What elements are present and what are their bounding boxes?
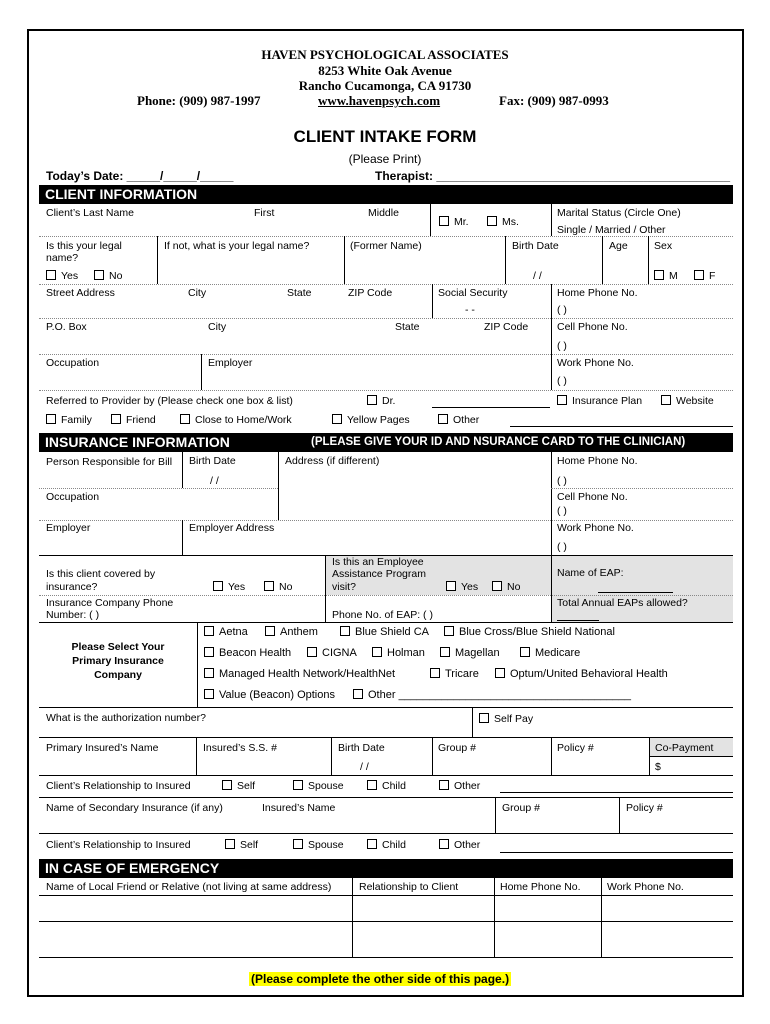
yes-label: Yes	[461, 581, 479, 593]
company-bcbs[interactable]	[444, 626, 615, 638]
select-primary-line: Primary Insurance	[72, 655, 164, 667]
occupation-label: Occupation	[46, 357, 100, 369]
eap-name-line[interactable]	[598, 592, 673, 593]
select-primary-line: Company	[94, 669, 142, 681]
legal-name-question: Is this your legal	[46, 240, 122, 252]
po-box-label: P.O. Box	[46, 321, 87, 333]
divider	[551, 555, 552, 622]
checkbox-icon[interactable]	[367, 780, 377, 790]
checkbox-icon[interactable]	[204, 626, 214, 636]
rel-other-option[interactable]	[439, 780, 480, 792]
divider	[551, 452, 552, 556]
checkbox-icon[interactable]	[180, 414, 190, 424]
divider	[331, 737, 332, 775]
legal-yes-option[interactable]	[46, 270, 78, 282]
company-value-options[interactable]	[204, 689, 335, 701]
primary-insured-label: Primary Insured’s Name	[46, 742, 159, 754]
company-label: Managed Health Network/HealthNet	[219, 668, 396, 680]
checkbox-icon[interactable]	[444, 626, 454, 636]
divider	[432, 284, 433, 318]
divider	[432, 737, 433, 775]
divider	[551, 284, 552, 318]
row-divider	[39, 318, 733, 319]
yes-label: Yes	[228, 581, 246, 593]
insured-ss-label: Insured’s S.S. #	[203, 742, 277, 754]
group-label: Group #	[438, 742, 476, 754]
checkbox-icon[interactable]	[557, 395, 567, 405]
form-title: CLIENT INTAKE FORM	[293, 127, 477, 146]
select-primary-label	[39, 640, 197, 682]
divider	[278, 452, 279, 520]
copay-divider	[649, 756, 733, 757]
child-label: Child	[382, 839, 406, 851]
spouse-label: Spouse	[308, 780, 344, 792]
rel-child-option[interactable]	[367, 780, 406, 792]
copay-field[interactable]: $	[655, 761, 661, 773]
emergency-name-label: Name of Local Friend or Relative (not living at same address)	[46, 881, 332, 893]
divider	[551, 737, 552, 775]
ins-company-phone-label: Insurance Company Phone	[46, 597, 174, 609]
company-beacon[interactable]	[204, 647, 291, 659]
row-divider	[39, 284, 733, 285]
divider	[197, 622, 198, 707]
sex-m-option[interactable]	[654, 270, 678, 282]
checkbox-icon[interactable]	[353, 689, 363, 699]
checkbox-icon[interactable]	[479, 713, 489, 723]
insured-birth-label: Birth Date	[338, 742, 385, 754]
insurance-heading: INSURANCE INFORMATION	[45, 434, 230, 450]
ins-employer-label: Employer	[46, 522, 91, 534]
todays-date-field[interactable]: Today’s Date: _____/_____/_____	[46, 169, 234, 183]
home-phone-label: Home Phone No.	[557, 287, 638, 299]
company-label: Optum/United Behavioral Health	[510, 668, 668, 680]
website-label: Website	[676, 395, 714, 407]
no-label: No	[279, 581, 293, 593]
resp-birth-label: Birth Date	[189, 455, 236, 467]
divider	[551, 318, 552, 354]
checkbox-icon[interactable]	[487, 216, 497, 226]
row-divider	[39, 737, 733, 738]
friend-label: Friend	[126, 414, 156, 426]
referred-dr-option[interactable]	[367, 395, 395, 407]
checkbox-icon[interactable]	[332, 414, 342, 424]
dr-name-line[interactable]	[432, 407, 550, 408]
checkbox-icon[interactable]	[440, 647, 450, 657]
eap-name-label: Name of EAP:	[557, 567, 624, 579]
yes-label: Yes	[61, 270, 79, 282]
ins-work-phone-label: Work Phone No.	[557, 522, 634, 534]
form-subtitle: (Please Print)	[348, 152, 422, 166]
city-label: City	[188, 287, 207, 299]
insurance-info-header	[39, 433, 733, 452]
employer-address-label: Employer Address	[189, 522, 275, 534]
checkbox-icon[interactable]	[492, 581, 502, 591]
divider	[344, 236, 345, 284]
eap-no-option[interactable]	[492, 581, 520, 593]
legal-no-option[interactable]	[94, 270, 122, 282]
company-label: Magellan	[455, 647, 500, 659]
work-phone-label: Work Phone No.	[557, 357, 634, 369]
company-blue-shield[interactable]	[340, 626, 429, 638]
ssn-label: Social Security	[438, 287, 508, 299]
legal-name-question-2: name?	[46, 252, 79, 264]
ssn-field[interactable]: - -	[465, 304, 475, 316]
ms-option[interactable]	[487, 216, 519, 228]
checkbox-icon[interactable]	[372, 647, 382, 657]
divider	[430, 204, 431, 236]
company-anthem[interactable]	[265, 626, 318, 638]
middle-name-label: Middle	[368, 207, 399, 219]
ms-label: Ms.	[502, 216, 519, 228]
checkbox-icon[interactable]	[225, 839, 235, 849]
rel2-child-option[interactable]	[367, 839, 406, 851]
legal-name-label: If not, what is your legal name?	[164, 240, 310, 252]
no-label: No	[109, 270, 123, 282]
client-info-heading: CLIENT INFORMATION	[45, 186, 198, 202]
eap-question: Is this an Employee	[332, 556, 424, 568]
referred-insurance-option[interactable]	[557, 395, 642, 407]
self-pay-option[interactable]	[479, 713, 533, 725]
spouse-label: Spouse	[308, 839, 344, 851]
birth-date-label: Birth Date	[512, 240, 559, 252]
checkbox-icon[interactable]	[264, 581, 274, 591]
zip-label: ZIP Code	[348, 287, 393, 299]
ins-company-phone-field[interactable]: Number: ( )	[46, 609, 100, 621]
covered-question: Is this client covered by	[46, 568, 156, 580]
employer-label: Employer	[208, 357, 253, 369]
org-city: Rancho Cucamonga, CA 91730	[298, 78, 472, 93]
auth-number-label: What is the authorization number?	[46, 712, 206, 724]
divider	[196, 737, 197, 775]
org-phone: Phone: (909) 987-1997	[137, 93, 261, 108]
birth-date-field[interactable]: / /	[533, 270, 542, 282]
emergency-header	[39, 859, 733, 878]
row-divider	[39, 622, 733, 623]
company-label: Blue Shield CA	[355, 626, 429, 638]
eap-yes-option[interactable]	[446, 581, 478, 593]
rel2-other-line[interactable]	[500, 852, 733, 853]
rel-self-option[interactable]	[222, 780, 255, 792]
checkbox-icon[interactable]	[438, 414, 448, 424]
first-name-label: First	[254, 207, 275, 219]
last-name-label: Client’s Last Name	[46, 207, 134, 219]
insurance-note: (PLEASE GIVE YOUR ID AND NSURANCE CARD TO THE CLINICIAN)	[311, 436, 686, 448]
divider	[494, 878, 495, 957]
group2-label: Group #	[502, 802, 540, 814]
ins-occupation-label: Occupation	[46, 491, 100, 503]
po-zip-label: ZIP Code	[484, 321, 529, 333]
checkbox-icon[interactable]	[111, 414, 121, 424]
company-label: Aetna	[219, 626, 248, 638]
company-label: Anthem	[280, 626, 318, 638]
row-divider	[39, 707, 733, 708]
child-label: Child	[382, 780, 406, 792]
company-aetna[interactable]	[204, 626, 248, 638]
checkbox-icon[interactable]	[46, 270, 56, 280]
checkbox-icon[interactable]	[439, 839, 449, 849]
row-divider	[39, 236, 733, 237]
footer-note: (Please complete the other side of this page.)	[251, 972, 510, 986]
company-magellan[interactable]	[440, 647, 500, 659]
age-label: Age	[609, 240, 628, 252]
insured-birth-field[interactable]: / /	[360, 761, 369, 773]
referred-label: Referred to Provider by (Please check one box & list)	[46, 395, 293, 407]
m-label: M	[669, 270, 678, 282]
company-holman[interactable]	[372, 647, 425, 659]
emergency-heading: IN CASE OF EMERGENCY	[45, 860, 220, 876]
referred-family-option[interactable]	[46, 414, 92, 426]
divider	[648, 236, 649, 284]
checkbox-icon[interactable]	[439, 780, 449, 790]
home-phone-field[interactable]: ( )	[557, 304, 567, 316]
covered-yes-option[interactable]	[213, 581, 245, 593]
rel-spouse-option[interactable]	[293, 780, 344, 792]
emergency-relationship-label: Relationship to Client	[359, 881, 459, 893]
divider	[157, 236, 158, 284]
marital-status-label: Marital Status (Circle One)	[557, 207, 681, 219]
referred-yellow-option[interactable]	[332, 414, 410, 426]
self-label: Self	[237, 780, 256, 792]
org-name: HAVEN PSYCHOLOGICAL ASSOCIATES	[261, 47, 509, 62]
checkbox-icon[interactable]	[293, 839, 303, 849]
checkbox-icon[interactable]	[367, 839, 377, 849]
covered-no-option[interactable]	[264, 581, 292, 593]
row-divider	[39, 895, 733, 896]
checkbox-icon[interactable]	[654, 270, 664, 280]
eap-question-2: Assistance Program	[332, 568, 426, 580]
checkbox-icon[interactable]	[293, 780, 303, 790]
ins-cell-phone-label: Cell Phone No.	[557, 491, 628, 503]
street-label: Street Address	[46, 287, 115, 299]
cell-phone-label: Cell Phone No.	[557, 321, 628, 333]
dr-label: Dr.	[382, 395, 396, 407]
work-phone-field[interactable]: ( )	[557, 375, 567, 387]
company-cigna[interactable]	[307, 647, 357, 659]
checkbox-icon[interactable]	[367, 395, 377, 405]
company-label: Tricare	[445, 668, 479, 680]
referred-website-option[interactable]	[661, 395, 714, 407]
company-label: Holman	[387, 647, 425, 659]
policy2-label: Policy #	[626, 802, 663, 814]
company-tricare[interactable]	[430, 668, 479, 680]
referred-other-option[interactable]	[438, 414, 479, 426]
self-label: Self	[240, 839, 259, 851]
checkbox-icon[interactable]	[661, 395, 671, 405]
row-divider	[39, 833, 733, 834]
row-divider	[39, 921, 733, 922]
divider	[619, 797, 620, 833]
row-divider	[39, 354, 733, 355]
row-divider	[39, 775, 733, 776]
sex-label: Sex	[654, 240, 673, 252]
row-divider	[551, 488, 733, 489]
row-divider	[39, 520, 733, 521]
divider	[182, 520, 183, 556]
divider	[602, 236, 603, 284]
cell-phone-field[interactable]: ( )	[557, 340, 567, 352]
checkbox-icon[interactable]	[439, 216, 449, 226]
company-label: Medicare	[535, 647, 581, 659]
insurance-plan-label: Insurance Plan	[572, 395, 643, 407]
divider	[601, 878, 602, 957]
row-divider	[39, 797, 733, 798]
other-label: Other	[453, 414, 480, 426]
company-other[interactable]	[353, 689, 631, 701]
eap-total-line[interactable]	[557, 620, 599, 621]
former-name-label: (Former Name)	[350, 240, 422, 252]
relationship-label: Client’s Relationship to Insured	[46, 780, 191, 792]
row-divider	[39, 488, 278, 489]
rel-other-line[interactable]	[500, 792, 733, 793]
org-website-link[interactable]: www.havenpsych.com	[318, 93, 441, 108]
checkbox-icon[interactable]	[204, 668, 214, 678]
close-label: Close to Home/Work	[195, 414, 292, 426]
divider	[182, 452, 183, 488]
checkbox-icon[interactable]	[46, 414, 56, 424]
rel2-spouse-option[interactable]	[293, 839, 344, 851]
divider	[472, 707, 473, 737]
rel2-other-option[interactable]	[439, 839, 480, 851]
eap-total-label: Total Annual EAPs allowed?	[557, 597, 688, 609]
marital-options[interactable]: Single / Married / Other	[557, 224, 666, 236]
checkbox-icon[interactable]	[307, 647, 317, 657]
divider	[551, 204, 552, 236]
po-state-label: State	[395, 321, 420, 333]
rel2-self-option[interactable]	[225, 839, 258, 851]
other-label: Other	[454, 839, 481, 851]
checkbox-icon[interactable]	[94, 270, 104, 280]
divider	[551, 354, 552, 390]
checkbox-icon[interactable]	[694, 270, 704, 280]
checkbox-icon[interactable]	[340, 626, 350, 636]
sex-f-option[interactable]	[694, 270, 715, 282]
emergency-work-phone-label: Work Phone No.	[607, 881, 684, 893]
state-label: State	[287, 287, 312, 299]
divider	[352, 878, 353, 957]
copay-label: Co-Payment	[655, 742, 714, 754]
family-label: Family	[61, 414, 92, 426]
other-label: Other	[454, 780, 481, 792]
checkbox-icon[interactable]	[222, 780, 232, 790]
checkbox-icon[interactable]	[446, 581, 456, 591]
checkbox-icon[interactable]	[430, 668, 440, 678]
mr-option[interactable]	[439, 216, 469, 228]
referred-friend-option[interactable]	[111, 414, 156, 426]
divider	[505, 236, 506, 284]
checkbox-icon[interactable]	[265, 626, 275, 636]
mr-label: Mr.	[454, 216, 469, 228]
address-label: Address (if different)	[285, 455, 380, 467]
company-medicare[interactable]	[520, 647, 580, 659]
yellow-pages-label: Yellow Pages	[347, 414, 410, 426]
therapist-field[interactable]: Therapist: ____________________________________________	[375, 169, 730, 183]
eap-question-3: visit?	[332, 581, 356, 593]
divider	[201, 354, 202, 390]
select-primary-line: Please Select Your	[71, 641, 165, 653]
row-divider	[39, 390, 733, 391]
f-label: F	[709, 270, 716, 282]
secondary-insured-label: Insured’s Name	[262, 802, 336, 814]
checkbox-icon[interactable]	[495, 668, 505, 678]
divider	[325, 555, 326, 622]
eap-phone-field[interactable]: Phone No. of EAP: ( )	[332, 609, 433, 621]
no-label: No	[507, 581, 521, 593]
ins-home-phone-field[interactable]: ( )	[557, 475, 567, 487]
secondary-label: Name of Secondary Insurance (if any)	[46, 802, 223, 814]
ins-home-phone-label: Home Phone No.	[557, 455, 638, 467]
org-fax: Fax: (909) 987-0993	[499, 93, 609, 108]
company-label: Blue Cross/Blue Shield National	[459, 626, 615, 638]
checkbox-icon[interactable]	[204, 647, 214, 657]
company-label: Other ______________________________________	[368, 689, 632, 701]
client-info-header	[39, 185, 733, 204]
company-label: CIGNA	[322, 647, 357, 659]
emergency-home-phone-label: Home Phone No.	[500, 881, 581, 893]
ins-cell-phone-field[interactable]: ( )	[557, 505, 567, 517]
ins-work-phone-field[interactable]: ( )	[557, 541, 567, 553]
company-mhn[interactable]	[204, 668, 395, 680]
covered-question-2: insurance?	[46, 581, 98, 593]
row-divider	[39, 957, 733, 958]
policy-label: Policy #	[557, 742, 594, 754]
company-label: Beacon Health	[219, 647, 292, 659]
self-pay-label: Self Pay	[494, 713, 534, 725]
divider	[495, 797, 496, 833]
checkbox-icon[interactable]	[204, 689, 214, 699]
org-street: 8253 White Oak Avenue	[318, 63, 452, 78]
responsible-label: Person Responsible for Bill	[46, 456, 173, 468]
checkbox-icon[interactable]	[213, 581, 223, 591]
company-label: Value (Beacon) Options	[219, 689, 335, 701]
checkbox-icon[interactable]	[520, 647, 530, 657]
resp-birth-field[interactable]: / /	[210, 475, 219, 487]
company-optum[interactable]	[495, 668, 668, 680]
referred-close-option[interactable]	[180, 414, 292, 426]
relationship2-label: Client’s Relationship to Insured	[46, 839, 191, 851]
row-divider	[39, 595, 733, 596]
other-referral-line[interactable]	[510, 426, 733, 427]
divider	[649, 737, 650, 775]
po-city-label: City	[208, 321, 227, 333]
